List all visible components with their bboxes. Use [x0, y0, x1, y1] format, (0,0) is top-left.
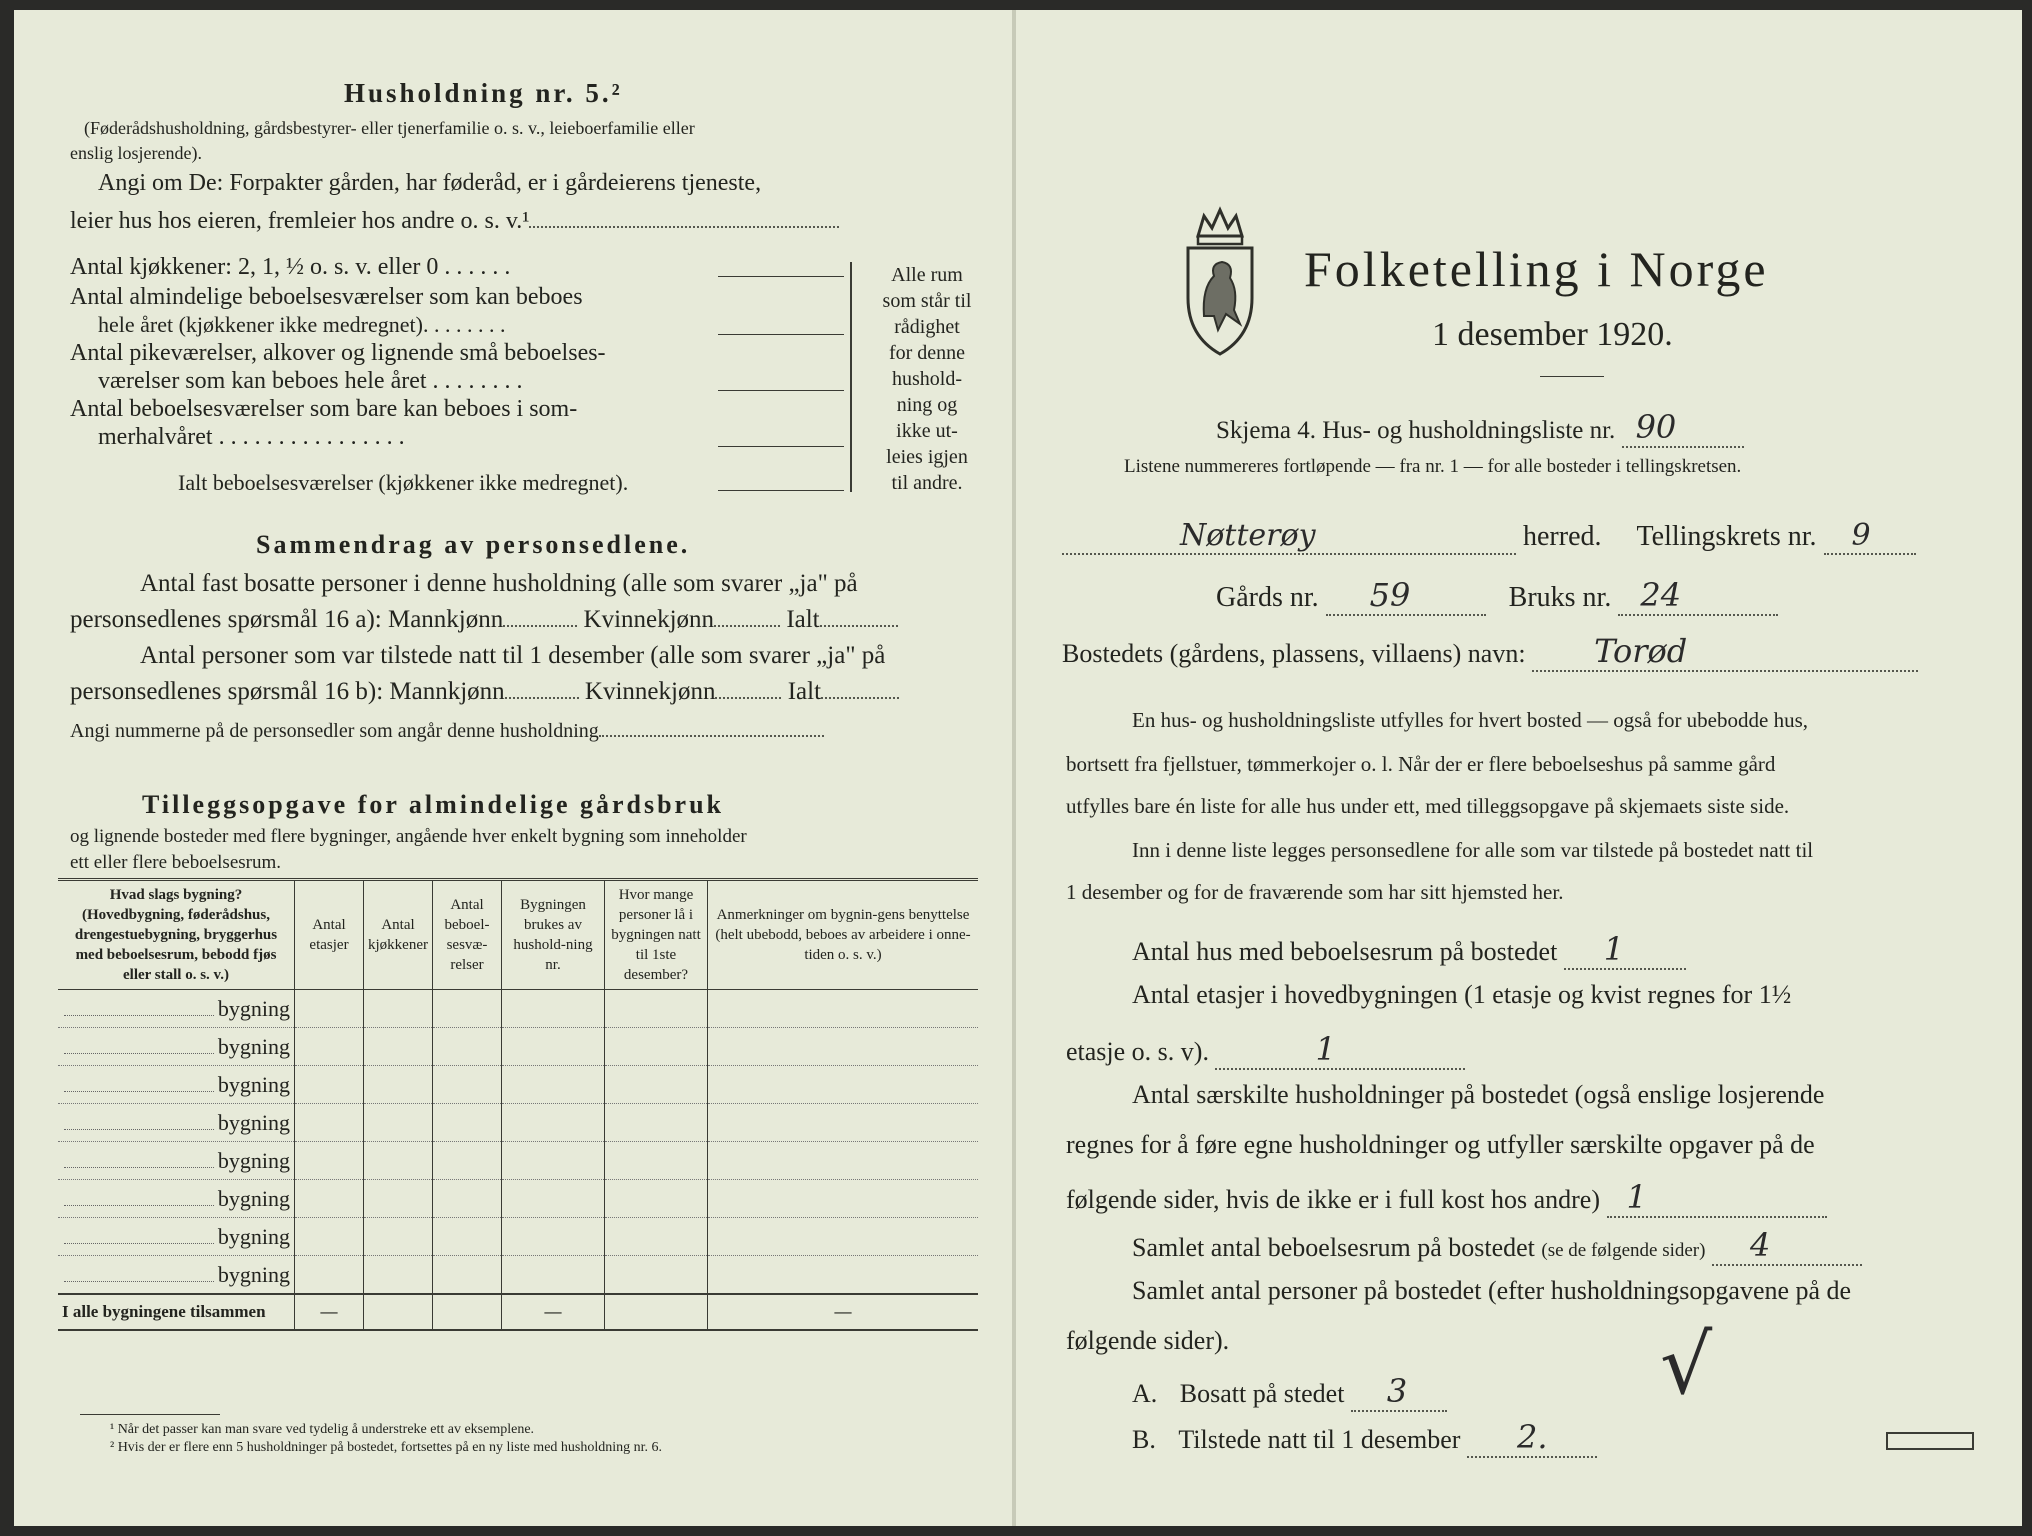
- gards-label: Gårds nr.: [1216, 582, 1319, 613]
- summer-rooms-question-line1: Antal beboelsesværelser som bare kan beboes i som-: [70, 396, 578, 422]
- row-label: bygning: [217, 1147, 290, 1173]
- total-kitchens-cell[interactable]: [364, 1294, 433, 1330]
- rooms-question-line2: hele året (kjøkkener ikke medregnet). . . . . . . .: [98, 312, 506, 337]
- tillegg-subtitle-line1: og lignende bosteder med flere bygninger, angående hver enkelt bygning som inneholder: [70, 826, 747, 847]
- bruks-field[interactable]: 24: [1618, 576, 1778, 616]
- total-row-label: I alle bygningene tilsammen: [58, 1294, 295, 1330]
- household-nr-cell[interactable]: [502, 1066, 605, 1104]
- fast-female-field[interactable]: [714, 625, 780, 627]
- building-type-cell[interactable]: [58, 1066, 295, 1104]
- table-row: [58, 990, 978, 1028]
- kitchen-field[interactable]: [718, 276, 844, 277]
- rooms-total-field[interactable]: 4: [1712, 1226, 1862, 1266]
- header-rooms: Antal beboel-sesvæ-relser: [433, 880, 502, 990]
- title-divider: [1540, 376, 1604, 377]
- households-question-line1: Antal særskilte husholdninger på bostedet (også enslige losjerende: [1132, 1080, 1825, 1109]
- instructions-line3: utfylles bare én liste for alle hus under ett, med tilleggsopgave på skjemaets siste side.: [1066, 794, 1790, 818]
- floors-field[interactable]: 1: [1215, 1030, 1465, 1070]
- houses-question: [1132, 930, 1686, 970]
- houses-field[interactable]: 1: [1564, 930, 1686, 970]
- kitchen-question: Antal kjøkkener: 2, 1, ½ o. s. v. eller 0 . . . . . .: [70, 254, 511, 280]
- persons-cell[interactable]: [605, 1104, 708, 1142]
- building-type-cell[interactable]: [58, 1218, 295, 1256]
- header-persons: Hvor mange personer lå i bygningen natt til 1ste desember?: [605, 880, 708, 990]
- building-type-cell[interactable]: [58, 1256, 295, 1295]
- header-kitchens: Antal kjøkkener: [364, 880, 433, 990]
- persons-cell[interactable]: [605, 1180, 708, 1218]
- skjema-label: Skjema 4. Hus- og husholdningsliste nr.: [1216, 417, 1616, 444]
- brace-note-line: ikke ut-: [896, 420, 958, 442]
- household-nr-cell[interactable]: [502, 1256, 605, 1295]
- row-label: bygning: [217, 1109, 290, 1135]
- household-nr-cell[interactable]: [502, 1104, 605, 1142]
- floors-cell[interactable]: [295, 1142, 364, 1180]
- remarks-cell[interactable]: [708, 1218, 979, 1256]
- floors-cell[interactable]: [295, 1104, 364, 1142]
- households-label: følgende sider, hvis de ikke er i full kost hos andre): [1066, 1185, 1600, 1214]
- households-question-line2: regnes for å føre egne husholdninger og utfyller særskilte opgaver på de: [1066, 1130, 1815, 1159]
- tilst-female-field[interactable]: [715, 697, 781, 699]
- header-floors: Antal etasjer: [295, 880, 364, 990]
- summer-rooms-question-line2: merhalvåret . . . . . . . . . . . . . . . .: [98, 424, 405, 450]
- brace-note-line: rådighet: [894, 316, 960, 338]
- household-nr-cell[interactable]: [502, 990, 605, 1028]
- fast-total-field[interactable]: [820, 625, 898, 627]
- persons-cell[interactable]: [605, 1256, 708, 1295]
- brace-note-line: Alle rum: [891, 264, 963, 286]
- household-paren-line1: (Føderådshusholdning, gårdsbestyrer- eller tjenerfamilie o. s. v., leieboerfamilie eller: [84, 118, 695, 138]
- female-label: Kvinnekjønn: [583, 606, 715, 633]
- instructions-line5: 1 desember og for de fraværende som har sitt hjemsted her.: [1066, 880, 1564, 904]
- table-row: [58, 1218, 978, 1256]
- total-label: Ialt: [786, 606, 820, 633]
- footnote-2: ² Hvis der er flere enn 5 husholdninger på bostedet, fortsettes på en ny liste med husholdning nr. 6.: [110, 1440, 663, 1455]
- rooms-total-note: (se de følgende sider): [1541, 1240, 1706, 1261]
- skjema-line: [1216, 408, 1744, 448]
- houses-label: Antal hus med beboelsesrum på bostedet: [1132, 937, 1558, 966]
- rooms-question-line1: Antal almindelige beboelsesværelser som kan beboes: [70, 284, 583, 310]
- household-title: Husholdning nr. 5.²: [344, 78, 623, 108]
- tellingskrets-label: Tellingskrets nr.: [1636, 521, 1817, 552]
- present-letter: B.: [1132, 1425, 1156, 1454]
- herred-label: herred.: [1523, 521, 1602, 552]
- rooms-cell[interactable]: [433, 1218, 502, 1256]
- present-label: Tilstede natt til 1 desember: [1178, 1425, 1461, 1454]
- row-label: bygning: [217, 1071, 290, 1097]
- household-angi-field[interactable]: [529, 226, 839, 228]
- persons-cell[interactable]: [605, 1142, 708, 1180]
- present-line: [1132, 1418, 1597, 1458]
- kitchens-cell[interactable]: [364, 1142, 433, 1180]
- building-type-cell[interactable]: [58, 990, 295, 1028]
- summary-fast-line2: [70, 606, 898, 634]
- header-remarks: Anmerkninger om bygnin-gens benyttelse (helt ubebodd, beboes av arbeidere i onne-tiden o. s. v.): [708, 880, 979, 990]
- floors-question-line1: Antal etasjer i hovedbygningen (1 etasje og kvist regnes for 1½: [1132, 980, 1792, 1009]
- total-remarks-cell: —: [708, 1294, 979, 1330]
- brace-note-line: for denne: [888, 342, 966, 364]
- summary-angi-text: Angi nummerne på de personsedler som angår denne husholdning: [70, 720, 599, 742]
- persons-question-line2: følgende sider).: [1066, 1326, 1230, 1355]
- household-angi-line1: Angi om De: Forpakter gården, har føderåd, er i gårdeierens tjeneste,: [98, 170, 762, 196]
- households-field[interactable]: 1: [1607, 1178, 1827, 1218]
- row-label: bygning: [217, 1261, 290, 1287]
- remarks-cell[interactable]: [708, 990, 979, 1028]
- table-row: [58, 1142, 978, 1180]
- total-rooms-field[interactable]: [718, 490, 844, 491]
- remarks-cell[interactable]: [708, 1104, 979, 1142]
- remarks-cell[interactable]: [708, 1142, 979, 1180]
- residents-field[interactable]: 3: [1351, 1372, 1447, 1412]
- page-fold: [1012, 10, 1016, 1526]
- household-nr-cell[interactable]: [502, 1180, 605, 1218]
- brace-note-line: ning og: [896, 394, 958, 416]
- total-rooms-cell[interactable]: [433, 1294, 502, 1330]
- floors-cell[interactable]: [295, 1066, 364, 1104]
- floors-label: etasje o. s. v).: [1066, 1037, 1209, 1066]
- bosted-field[interactable]: Torød: [1532, 632, 1918, 672]
- floors-question-line2: [1066, 1030, 1465, 1070]
- footnote-divider: [80, 1414, 220, 1415]
- row-label: bygning: [217, 1223, 290, 1249]
- instructions-line1: En hus- og husholdningsliste utfylles for hvert bosted — også for ubebodde hus,: [1132, 708, 1808, 732]
- tellingskrets-field[interactable]: 9: [1824, 518, 1916, 555]
- total-floors-cell: —: [295, 1294, 364, 1330]
- tillegg-subtitle-line2: ett eller flere beboelsesrum.: [70, 852, 282, 873]
- rooms-cell[interactable]: [433, 1142, 502, 1180]
- tilst-total-field[interactable]: [821, 697, 899, 699]
- tilst-male-field[interactable]: [505, 697, 579, 699]
- header-building-type: [58, 880, 295, 990]
- summary-title: Sammendrag av personsedlene.: [256, 530, 691, 559]
- printer-stamp: [1886, 1432, 1974, 1450]
- norwegian-coat-of-arms-icon: [1180, 206, 1260, 358]
- female-label: Kvinnekjønn: [584, 678, 716, 705]
- buildings-table: [58, 878, 978, 1331]
- summary-fast-text: personsedlenes spørsmål 16 a): Mannkjønn: [70, 606, 504, 633]
- table-row: [58, 1256, 978, 1295]
- maid-rooms-field[interactable]: [718, 390, 844, 391]
- summer-rooms-field[interactable]: [718, 446, 844, 447]
- rooms-cell[interactable]: [433, 1256, 502, 1295]
- remarks-cell[interactable]: [708, 1028, 979, 1066]
- footnote-1: ¹ Når det passer kan man svare ved tydelig å understreke ett av eksemplene.: [110, 1422, 535, 1437]
- summary-tilst-line2: [70, 678, 899, 706]
- rooms-cell[interactable]: [433, 1066, 502, 1104]
- rooms-total-question: [1132, 1226, 1862, 1266]
- header-text: Hvad slags bygning? (Hovedbygning, føderådshus, drengestuebygning, bryggerhus med beboelsesrum, bebodd fjøs eller stall o. s. v.): [74, 887, 278, 983]
- table-header-row: [58, 880, 978, 990]
- person-numbers-field[interactable]: [599, 735, 824, 737]
- kitchens-cell[interactable]: [364, 1104, 433, 1142]
- household-nr-cell[interactable]: [502, 1218, 605, 1256]
- table-row: [58, 1028, 978, 1066]
- numbering-note: Listene nummereres fortløpende — fra nr. 1 — for alle bosteder i tellingskretsen.: [1124, 456, 1742, 477]
- summary-angi: [70, 720, 824, 743]
- building-type-cell[interactable]: [58, 1104, 295, 1142]
- floors-cell[interactable]: [295, 1180, 364, 1218]
- row-label: bygning: [217, 995, 290, 1021]
- household-nr-cell[interactable]: [502, 1028, 605, 1066]
- residents-line: [1132, 1372, 1447, 1412]
- building-type-cell[interactable]: [58, 1028, 295, 1066]
- persons-cell[interactable]: [605, 1066, 708, 1104]
- building-type-cell[interactable]: [58, 1180, 295, 1218]
- rooms-cell[interactable]: [433, 1180, 502, 1218]
- rooms-cell[interactable]: [433, 1104, 502, 1142]
- remarks-cell[interactable]: [708, 1256, 979, 1295]
- rooms-cell[interactable]: [433, 1028, 502, 1066]
- brace-note-line: leies igjen: [886, 446, 968, 468]
- fast-male-field[interactable]: [503, 625, 577, 627]
- gards-bruks-line: [1216, 576, 1778, 616]
- maid-rooms-question-line2: værelser som kan beboes hele året . . . . . . . .: [98, 368, 523, 394]
- persons-cell[interactable]: [605, 990, 708, 1028]
- tillegg-title: Tilleggsopgave for almindelige gårdsbruk: [142, 790, 725, 819]
- instructions-line2: bortsett fra fjellstuer, tømmerkojer o. l. Når der er flere beboelseshus på samme gård: [1066, 752, 1776, 776]
- building-type-cell[interactable]: [58, 1142, 295, 1180]
- kitchens-cell[interactable]: [364, 1066, 433, 1104]
- residents-label: Bosatt på stedet: [1179, 1379, 1345, 1408]
- persons-cell[interactable]: [605, 1028, 708, 1066]
- list-number-field[interactable]: 90: [1622, 408, 1744, 448]
- bruks-label: Bruks nr.: [1508, 582, 1612, 613]
- bosted-line: [1062, 632, 1918, 672]
- household-paren-line2: enslig losjerende).: [70, 143, 202, 163]
- kitchens-cell[interactable]: [364, 1028, 433, 1066]
- header-household-nr: Bygningen brukes av hushold-ning nr.: [502, 880, 605, 990]
- floors-cell[interactable]: [295, 990, 364, 1028]
- persons-cell[interactable]: [605, 1218, 708, 1256]
- household-nr-cell[interactable]: [502, 1142, 605, 1180]
- total-label: Ialt: [787, 678, 822, 705]
- brace-note-line: som står til: [882, 290, 972, 312]
- kitchens-cell[interactable]: [364, 1256, 433, 1295]
- table-row: [58, 1066, 978, 1104]
- total-persons-cell[interactable]: [605, 1294, 708, 1330]
- maid-rooms-question-line1: Antal pikeværelser, alkover og lignende små beboelses-: [70, 340, 606, 366]
- remarks-cell[interactable]: [708, 1180, 979, 1218]
- brace-note-line: hushold-: [892, 368, 962, 390]
- floors-cell[interactable]: [295, 1218, 364, 1256]
- row-label: bygning: [217, 1033, 290, 1059]
- floors-cell[interactable]: [295, 1028, 364, 1066]
- check-mark: √: [1660, 1318, 1713, 1413]
- table-row: [58, 1180, 978, 1218]
- household-angi-line2: [70, 208, 839, 235]
- remarks-cell[interactable]: [708, 1066, 979, 1104]
- summary-fast-line1: Antal fast bosatte personer i denne husholdning (alle som svarer „ja" på: [140, 570, 858, 597]
- rooms-brace-note: [868, 262, 986, 496]
- table-row: [58, 1104, 978, 1142]
- rooms-total-label: Samlet antal beboelsesrum på bostedet: [1132, 1233, 1535, 1262]
- kitchens-cell[interactable]: [364, 1180, 433, 1218]
- persons-question-line1: Samlet antal personer på bostedet (efter husholdningsopgavene på de: [1132, 1276, 1852, 1305]
- row-label: bygning: [217, 1185, 290, 1211]
- household-angi-text: leier hus hos eieren, fremleier hos andre o. s. v.¹: [70, 208, 530, 234]
- bosted-label: Bostedets (gårdens, plassens, villaens) navn:: [1062, 639, 1526, 668]
- brace-note-line: til andre.: [891, 472, 963, 494]
- herred-line: [1062, 518, 1916, 555]
- rooms-brace: [850, 262, 862, 492]
- households-question-line3: [1066, 1178, 1827, 1218]
- gards-field[interactable]: 59: [1326, 576, 1486, 616]
- census-date: 1 desember 1920.: [1432, 316, 1673, 353]
- residents-letter: A.: [1132, 1379, 1158, 1408]
- rooms-cell[interactable]: [433, 990, 502, 1028]
- kitchens-cell[interactable]: [364, 1218, 433, 1256]
- instructions-line4: Inn i denne liste legges personsedlene for alle som var tilstede på bostedet natt til: [1132, 838, 1814, 862]
- summary-tilst-text: personsedlenes spørsmål 16 b): Mannkjønn: [70, 678, 505, 705]
- present-field[interactable]: 2.: [1467, 1418, 1597, 1458]
- herred-field[interactable]: Nøtterøy: [1062, 518, 1516, 555]
- floors-cell[interactable]: [295, 1256, 364, 1295]
- summary-tilst-line1: Antal personer som var tilstede natt til 1 desember (alle som svarer „ja" på: [140, 642, 886, 669]
- total-rooms-question: Ialt beboelsesværelser (kjøkkener ikke medregnet).: [178, 470, 629, 495]
- total-row: [58, 1294, 978, 1330]
- total-household-cell: —: [502, 1294, 605, 1330]
- rooms-field[interactable]: [718, 334, 844, 335]
- census-title: Folketelling i Norge: [1304, 241, 1769, 297]
- kitchens-cell[interactable]: [364, 990, 433, 1028]
